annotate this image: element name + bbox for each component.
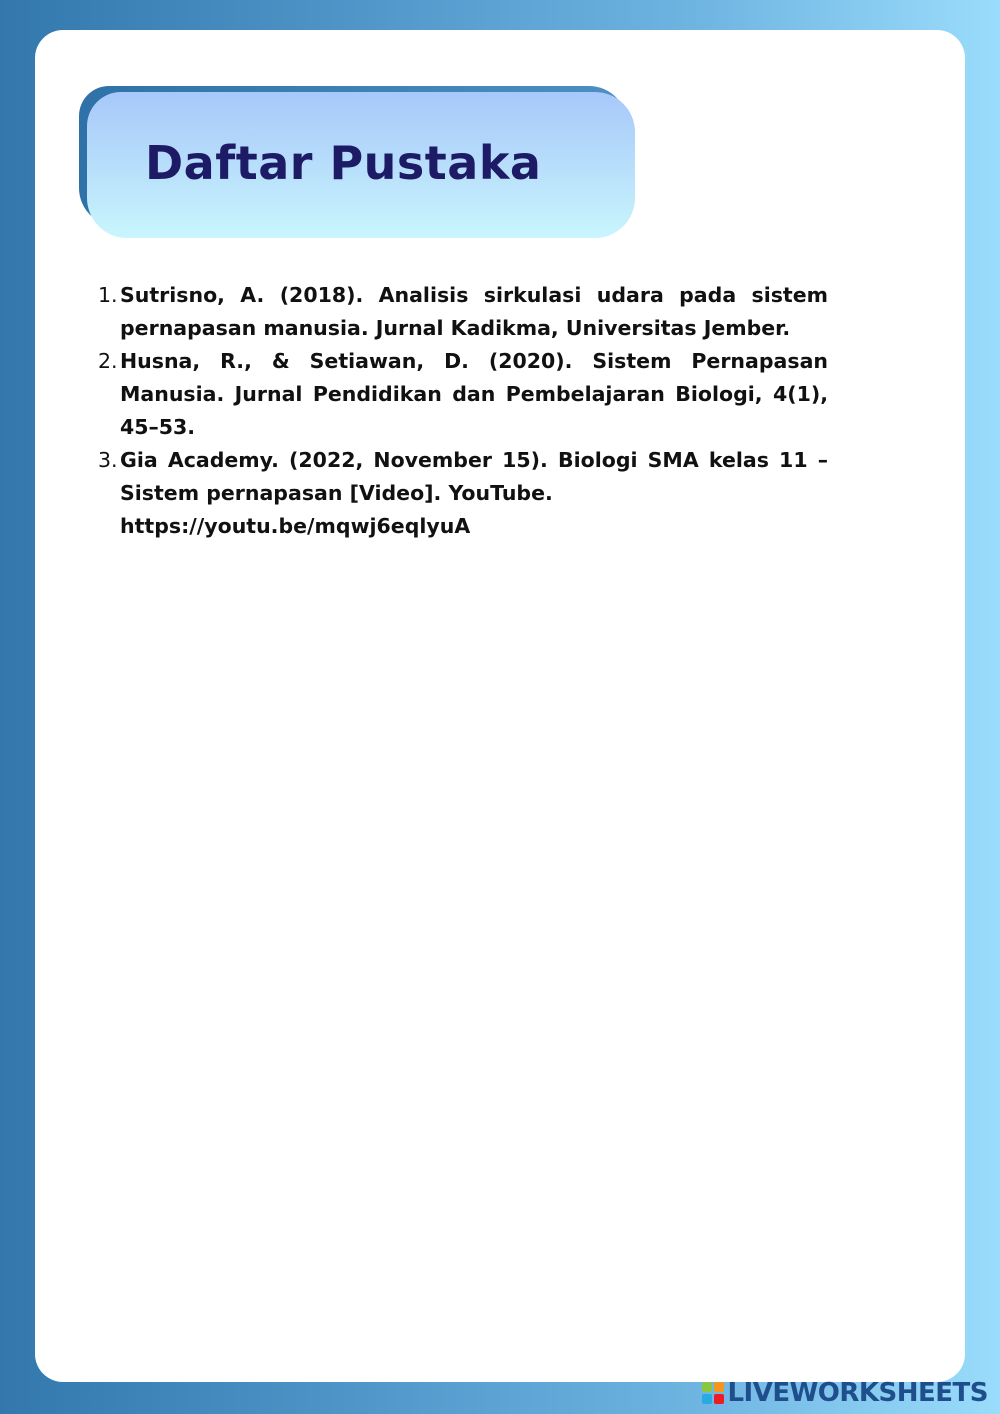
title-banner	[79, 86, 635, 238]
reference-list	[98, 279, 828, 543]
reference-number: 2.	[98, 349, 118, 373]
page-card	[35, 30, 965, 1382]
liveworksheets-wordmark: LIVEWORKSHEETS	[727, 1378, 988, 1408]
reference-text: Husna, R., & Setiawan, D. (2020). Sistem Pernapasan Manusia. Jurnal Pendidikan dan Pembelajaran Biologi, 4(1), 45–53.	[120, 349, 828, 439]
reference-item	[98, 345, 828, 444]
title-banner-box	[87, 92, 635, 238]
reference-text: Gia Academy. (2022, November 15). Biologi SMA kelas 11 – Sistem pernapasan [Video]. YouTube.	[120, 448, 828, 505]
reference-number: 1.	[98, 283, 118, 307]
reference-item	[98, 279, 828, 345]
reference-link[interactable]: https://youtu.be/mqwj6eqlyuA	[120, 514, 471, 538]
reference-item	[98, 444, 828, 543]
page-title: Daftar Pustaka	[145, 136, 542, 190]
reference-number: 3.	[98, 448, 118, 472]
reference-text: Sutrisno, A. (2018). Analisis sirkulasi udara pada sistem pernapasan manusia. Jurnal Kadikma, Universitas Jember.	[120, 283, 828, 340]
liveworksheets-logo-icon	[702, 1382, 724, 1404]
liveworksheets-brand[interactable]	[702, 1380, 988, 1406]
